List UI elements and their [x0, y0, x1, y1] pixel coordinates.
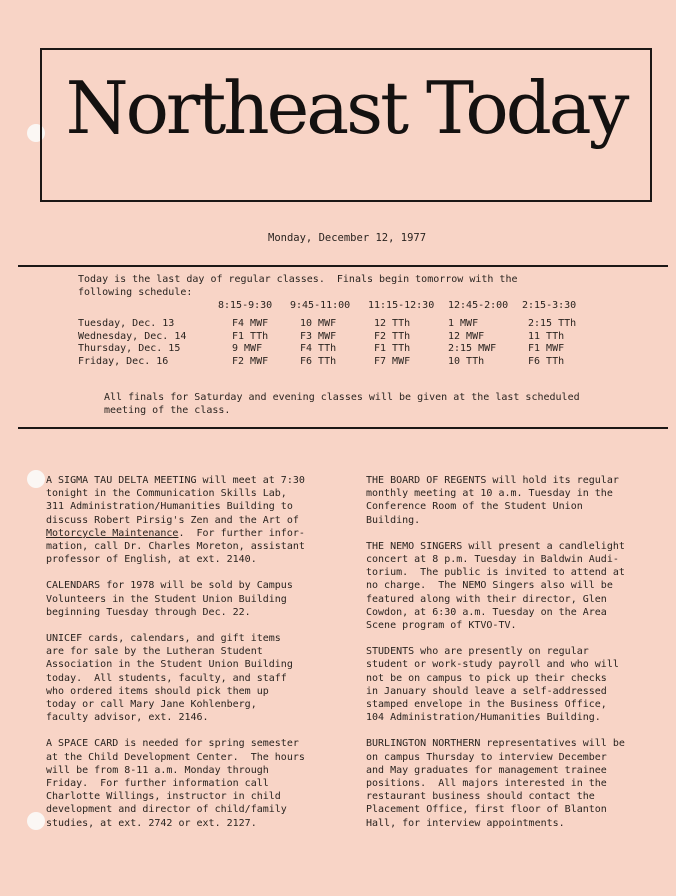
schedule-row-thursday	[78, 343, 618, 356]
schedule-slot: F2 TTh	[374, 330, 411, 342]
newsletter-title: Northeast Today	[65, 66, 627, 150]
announcement-burlington-northern: BURLINGTON NORTHERN representatives will be on campus Thursday to interview December and May graduates for management trainee positions. All majors interested in the restaurant business should contact the Placement Office, first floor of Blanton Hall, for interview appointments.	[366, 738, 625, 829]
final-exam-schedule	[78, 300, 618, 369]
binder-hole-middle	[27, 470, 45, 488]
masthead	[40, 48, 652, 202]
schedule-slot: F6 TTh	[528, 356, 565, 368]
schedule-slot: F6 TTh	[300, 356, 337, 368]
schedule-slot: F7 MWF	[374, 356, 411, 368]
time-slot-5: 2:15-3:30	[522, 300, 577, 311]
schedule-note: All finals for Saturday and evening classes will be given at the last scheduled meeting of the class.	[104, 392, 580, 416]
announcement-board-of-regents: THE BOARD OF REGENTS will hold its regular monthly meeting at 10 a.m. Tuesday in the Conference Room of the Student Union Building.	[366, 475, 619, 526]
schedule-slot: 9 MWF	[232, 343, 263, 355]
time-slot-2: 9:45-11:00	[290, 300, 351, 311]
announcement-students-payroll: STUDENTS who are presently on regular student or work-study payroll and who will not be on campus to pick up their checks in January should leave a self-addressed stamped envelope in the Business Office, 104 Administration/Humanities Building.	[366, 646, 619, 724]
schedule-day: Tuesday, Dec. 13	[78, 317, 175, 329]
schedule-slot: 12 MWF	[448, 330, 485, 342]
schedule-slot: 1 MWF	[448, 317, 479, 329]
announcement-calendars: CALENDARS for 1978 will be sold by Campus Volunteers in the Student Union Building beginning Tuesday through Dec. 22.	[46, 580, 293, 618]
right-column	[366, 474, 666, 843]
schedule-day: Friday, Dec. 16	[78, 356, 169, 368]
time-slot-3: 11:15-12:30	[368, 300, 435, 311]
announcement-nemo-singers: THE NEMO SINGERS will present a candlelight concert at 8 p.m. Tuesday in Baldwin Audi- torium. The public is invited to attend at no charge. The NEMO Singers also will be featured along with their director, Glen Cowdon, at 6:30 a.m. Tuesday on the Area Scene program of KTVO-TV.	[366, 540, 625, 632]
schedule-slot: F2 MWF	[232, 356, 269, 368]
schedule-slot: F1 TTh	[374, 343, 411, 355]
schedule-slot: F4 MWF	[232, 317, 269, 329]
schedule-day: Thursday, Dec. 15	[78, 343, 181, 355]
binder-hole-bottom	[27, 812, 45, 830]
schedule-time-header	[78, 300, 618, 313]
divider-bottom	[18, 427, 668, 429]
schedule-slot: 11 TTh	[528, 330, 565, 342]
schedule-slot: 2:15 MWF	[448, 343, 497, 355]
announcement-child-development: A SPACE CARD is needed for spring semester at the Child Development Center. The hours will be from 8-11 a.m. Monday through Friday. For further information call Charlotte Willings, instructor in child development and director of child/family studies, at ext. 2742 or ext. 2127.	[46, 738, 305, 829]
book-title: Motorcycle Maintenance	[46, 527, 179, 539]
schedule-slot: 2:15 TTh	[528, 317, 577, 329]
announcement-unicef: UNICEF cards, calendars, and gift items are for sale by the Lutheran Student Association in the Student Union Building today. All students, faculty, and staff who ordered items should pick them up today or call Mary Jane Kohlenberg, faculty advisor, ext. 2146.	[46, 633, 293, 724]
time-slot-1: 8:15-9:30	[218, 300, 273, 311]
schedule-slot: F1 TTh	[232, 330, 269, 342]
schedule-slot: 12 TTh	[374, 317, 411, 329]
schedule-row-wednesday	[78, 331, 618, 344]
time-slot-4: 12:45-2:00	[448, 300, 509, 311]
date-line: Monday, December 12, 1977	[268, 232, 427, 244]
schedule-slot: 10 MWF	[300, 317, 337, 329]
divider-top	[18, 265, 668, 267]
schedule-intro: Today is the last day of regular classes. Finals begin tomorrow with the following schedule:	[78, 274, 518, 298]
schedule-row-friday	[78, 356, 618, 369]
announcement-sigma-tau-delta: A SIGMA TAU DELTA MEETING will meet at 7:30 tonight in the Communication Skills Lab, 311 Administration/Humanities Building to discuss Robert Pirsig's Zen and the Art of Motorcycle Maintenance. For further infor- mation, call Dr. Charles Moreton, assistant professor of English, at ext. 2140.	[46, 475, 305, 566]
schedule-slot: 10 TTh	[448, 356, 485, 368]
schedule-slot: F4 TTh	[300, 343, 337, 355]
left-column	[46, 474, 336, 843]
schedule-slot: F1 MWF	[528, 343, 565, 355]
schedule-slot: F3 MWF	[300, 330, 337, 342]
schedule-row-tuesday	[78, 318, 618, 331]
schedule-day: Wednesday, Dec. 14	[78, 330, 187, 342]
